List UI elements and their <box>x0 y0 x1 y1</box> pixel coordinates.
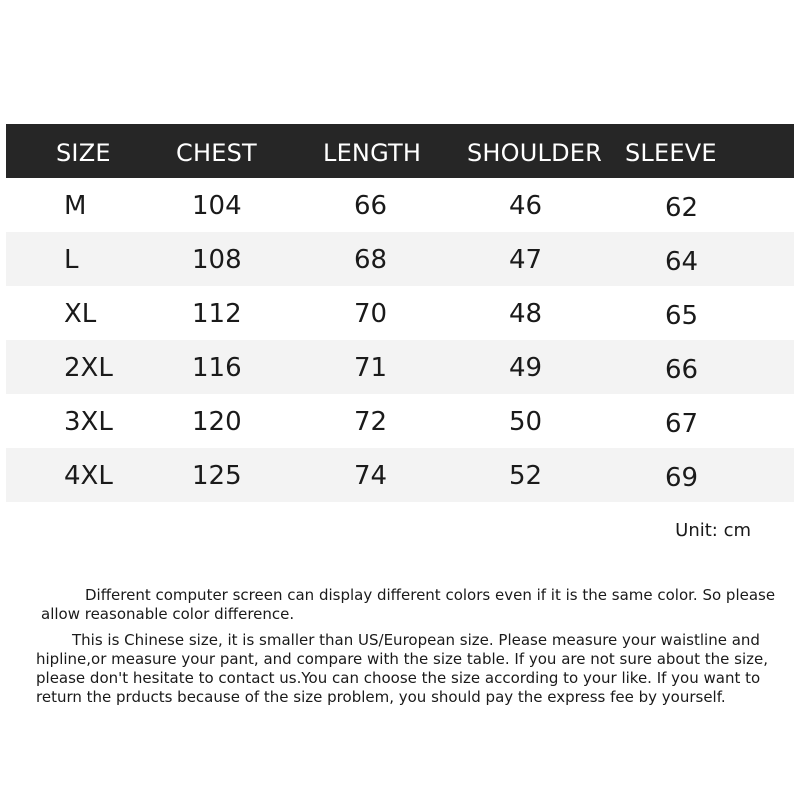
header-shoulder: SHOULDER <box>467 139 603 167</box>
header-chest: CHEST <box>176 139 257 167</box>
chest-cell: 104 <box>192 191 242 221</box>
table-header <box>6 124 794 178</box>
header-sleeve: SLEEVE <box>625 139 717 167</box>
table-row <box>6 340 794 394</box>
size-cell: 4XL <box>64 461 113 491</box>
length-cell: 70 <box>354 299 388 329</box>
size-cell: M <box>64 191 87 221</box>
table-row <box>6 286 794 340</box>
sizing-note: This is Chinese size, it is smaller than US/European size. Please measure your waistline and hipline,or measure your pant, and compare with the size table. If you are not sure about the size, please don't hesitate to contact us.You can choose the size according to your like. If you want to return the prducts because of the size problem, you should pay the express fee by yourself. <box>36 631 768 706</box>
sleeve-cell: 66 <box>665 355 699 385</box>
length-cell: 71 <box>354 353 388 383</box>
shoulder-cell: 48 <box>509 299 543 329</box>
chest-cell: 112 <box>192 299 242 329</box>
length-cell: 72 <box>354 407 388 437</box>
shoulder-cell: 49 <box>509 353 543 383</box>
table-row <box>6 232 794 286</box>
chest-cell: 125 <box>192 461 242 491</box>
size-cell: XL <box>64 299 97 329</box>
length-cell: 66 <box>354 191 388 221</box>
length-cell: 74 <box>354 461 388 491</box>
sleeve-cell: 65 <box>665 301 699 331</box>
sleeve-cell: 69 <box>665 463 699 493</box>
table-row <box>6 394 794 448</box>
sleeve-cell: 64 <box>665 247 699 277</box>
table-row <box>6 448 794 502</box>
color-difference-note: Different computer screen can display different colors even if it is the same color. So please allow reasonable color difference. <box>41 586 776 623</box>
sleeve-cell: 62 <box>665 193 699 223</box>
chest-cell: 120 <box>192 407 242 437</box>
header-length: LENGTH <box>323 139 422 167</box>
unit-label: Unit: cm <box>675 520 751 541</box>
shoulder-cell: 47 <box>509 245 543 275</box>
chest-cell: 116 <box>192 353 242 383</box>
size-table <box>6 124 794 502</box>
size-notes <box>36 586 781 707</box>
shoulder-cell: 52 <box>509 461 543 491</box>
length-cell: 68 <box>354 245 388 275</box>
header-size: SIZE <box>56 139 111 167</box>
size-cell: L <box>64 245 79 275</box>
size-cell: 2XL <box>64 353 113 383</box>
shoulder-cell: 50 <box>509 407 543 437</box>
table-row <box>6 178 794 232</box>
size-cell: 3XL <box>64 407 113 437</box>
sleeve-cell: 67 <box>665 409 699 439</box>
chest-cell: 108 <box>192 245 242 275</box>
shoulder-cell: 46 <box>509 191 543 221</box>
